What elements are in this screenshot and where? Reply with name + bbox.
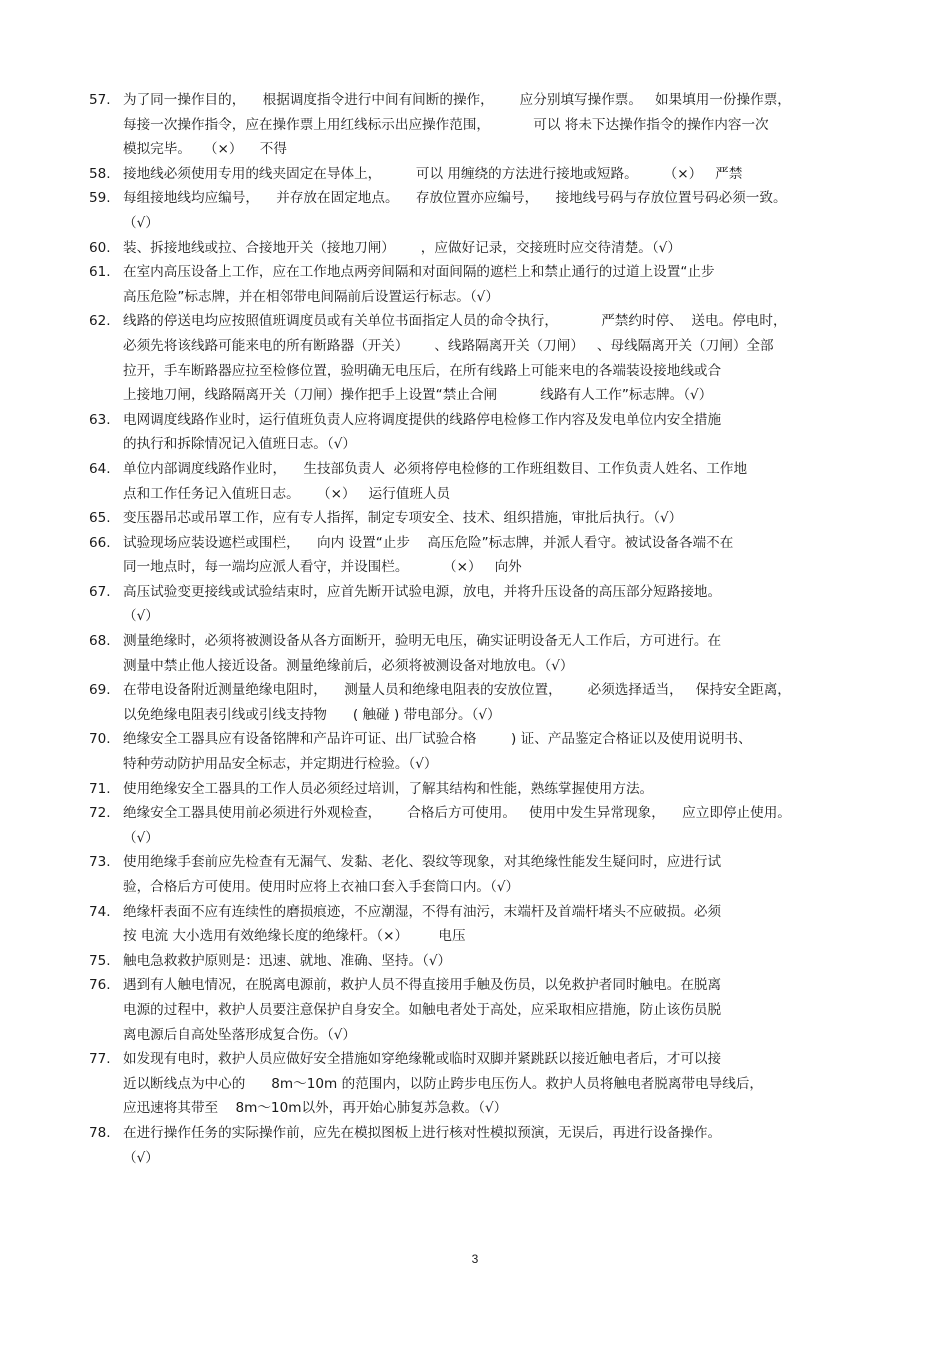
question-line: 以免绝缘电阻表引线或引线支持物 ( 触碰 ) 带电部分。（√） [123, 706, 501, 723]
question-item [89, 309, 879, 407]
question-number: 71. [89, 780, 111, 797]
question-text [123, 580, 879, 629]
question-number: 68. [89, 633, 111, 650]
question-line: 在进行操作任务的实际操作前，应先在模拟图板上进行核对性模拟预演，无误后，再进行设备操作。 [123, 1124, 722, 1141]
question-item [89, 777, 879, 802]
question-item [89, 236, 879, 261]
question-line: 应迅速将其带至 8m～10m以外，再开始心肺复苏急救。（√） [123, 1100, 508, 1117]
question-number: 72. [89, 805, 111, 822]
question-line: 为了同一操作目的， 根据调度指令进行中间有间断的操作， 应分别填写操作票。 如果填用一份操作票， [123, 92, 791, 108]
question-line: 单位内部调度线路作业时， 生技部负责人 必须将停电检修的工作班组数目、工作负责人姓名、工作地 [123, 460, 748, 477]
question-item [89, 580, 879, 629]
question-item [89, 162, 879, 187]
question-number: 62. [89, 313, 111, 330]
question-number: 57. [89, 92, 111, 108]
question-text [123, 531, 879, 580]
question-line: 测量中禁止他人接近设备。测量绝缘前后，必须将被测设备对地放电。（√） [123, 657, 574, 674]
page-number: 3 [471, 1252, 479, 1266]
question-item [89, 186, 879, 235]
question-item [89, 1121, 879, 1170]
question-item [89, 506, 879, 531]
question-number: 64. [89, 460, 111, 477]
question-number: 70. [89, 731, 111, 748]
question-text [123, 186, 879, 235]
question-line: 验，合格后方可使用。使用时应将上衣袖口套入手套筒口内。（√） [123, 879, 520, 895]
question-line: 同一地点时，每一端均应派人看守，并设围栏。 （×） 向外 [123, 559, 522, 576]
question-text [123, 777, 879, 802]
question-number: 67. [89, 583, 111, 600]
question-line: （√） [123, 1149, 159, 1166]
question-line: 装、拆接地线或拉、合接地开关（接地刀闸） ，应做好记录，交接班时应交待清楚。（√） [123, 239, 681, 256]
question-number: 58. [89, 165, 111, 182]
question-line: 离电源后自高处坠落形成复合伤。（√） [123, 1026, 356, 1043]
question-text [123, 801, 879, 850]
question-text [123, 973, 879, 1047]
question-item [89, 260, 879, 309]
question-item [89, 973, 879, 1047]
question-line: 按 电流 大小选用有效绝缘长度的绝缘杆。（×） 电压 [123, 928, 466, 945]
question-number: 61. [89, 264, 111, 281]
question-item [89, 408, 879, 457]
question-line: 绝缘安全工器具使用前必须进行外观检查， 合格后方可使用。 使用中发生异常现象， 应立即停止使用。 [123, 805, 791, 822]
question-text [123, 236, 879, 261]
question-item [89, 88, 879, 162]
question-line: 测量绝缘时，必须将被测设备从各方面断开，验明无电压，确实证明设备无人工作后，方可进行。在 [123, 633, 722, 650]
question-line: 上接地刀闸，线路隔离开关（刀闸）操作把手上设置“禁止合闸 线路有人工作”标志牌。（√） [123, 387, 713, 404]
question-line: 接地线必须使用专用的线夹固定在导体上， 可以 用缠绕的方法进行接地或短路。 （×） 严禁 [123, 165, 743, 182]
question-text [123, 457, 879, 506]
question-line: 必须先将该线路可能来电的所有断路器（开关） 、线路隔离开关（刀闸） 、母线隔离开关（刀闸）全部 [123, 337, 774, 354]
question-line: 在室内高压设备上工作，应在工作地点两旁间隔和对面间隔的遮栏上和禁止通行的过道上设置“止步 [123, 264, 715, 281]
question-text [123, 727, 879, 776]
question-item [89, 801, 879, 850]
question-text [123, 260, 879, 309]
question-item [89, 629, 879, 678]
question-line: 拉开，手车断路器应拉至检修位置，验明确无电压后，在所有线路上可能来电的各端装设接地线或合 [123, 362, 722, 379]
question-line: 变压器吊芯或吊罩工作，应有专人指挥，制定专项安全、技术、组织措施，审批后执行。（√） [123, 510, 683, 527]
question-number: 78. [89, 1124, 111, 1141]
question-text [123, 850, 879, 899]
question-text [123, 1047, 879, 1121]
question-line: 近以断线点为中心的 8m～10m 的范围内，以防止跨步电压伤人。救护人员将触电者脱离带电导线后， [123, 1075, 764, 1092]
question-number: 74. [89, 903, 111, 920]
question-line: 的执行和拆除情况记入值班日志。（√） [123, 436, 356, 453]
question-text [123, 1121, 879, 1170]
question-item [89, 900, 879, 949]
question-number: 63. [89, 411, 111, 428]
question-number: 66. [89, 534, 111, 551]
question-number: 60. [89, 239, 111, 256]
question-text [123, 949, 879, 974]
question-line: 每接一次操作指令，应在操作票上用红线标示出应操作范围， 可以 将未下达操作指令的操作内容一次 [123, 116, 769, 133]
question-text [123, 408, 879, 457]
question-item [89, 949, 879, 974]
question-item [89, 850, 879, 899]
question-number: 65. [89, 510, 111, 527]
question-number: 73. [89, 854, 111, 871]
question-line: 使用绝缘安全工器具的工作人员必须经过培训，了解其结构和性能，熟练掌握使用方法。 [123, 780, 654, 797]
question-line: 模拟完毕。 （×） 不得 [123, 141, 287, 158]
question-number: 76. [89, 977, 111, 994]
question-line: 线路的停送电均应按照值班调度员或有关单位书面指定人员的命令执行， 严禁约时停、 送电。停电时， [123, 313, 787, 330]
question-line: （√） [123, 214, 159, 231]
question-line: 每组接地线均应编号， 并存放在固定地点。 存放位置亦应编号， 接地线号码与存放位置号码必须一致。 [123, 190, 787, 207]
question-text [123, 629, 879, 678]
question-item [89, 678, 879, 727]
question-line: 高压试验变更接线或试验结束时，应首先断开试验电源，放电，并将升压设备的高压部分短路接地。 [123, 583, 722, 600]
question-line: 绝缘安全工器具应有设备铭牌和产品许可证、出厂试验合格 ) 证、产品鉴定合格证以及使用说明书、 [123, 731, 752, 748]
question-item [89, 531, 879, 580]
question-text [123, 309, 879, 407]
question-item [89, 727, 879, 776]
question-number: 77. [89, 1051, 111, 1068]
question-line: 如发现有电时，救护人员应做好安全措施如穿绝缘靴或临时双脚并紧跳跃以接近触电者后，才可以接 [123, 1051, 722, 1068]
question-text [123, 900, 879, 949]
question-list [89, 88, 879, 1170]
question-line: 遇到有人触电情况，在脱离电源前，救护人员不得直接用手触及伤员，以免救护者同时触电。在脱离 [123, 977, 722, 994]
question-item [89, 1047, 879, 1121]
question-line: 高压危险”标志牌，并在相邻带电间隔前后设置运行标志。（√） [123, 288, 499, 305]
question-item [89, 457, 879, 506]
question-line: 绝缘杆表面不应有连续性的磨损痕迹，不应潮湿，不得有油污，末端杆及首端杆堵头不应破损。必须 [123, 903, 722, 920]
question-number: 69. [89, 682, 111, 699]
question-line: 在带电设备附近测量绝缘电阻时， 测量人员和绝缘电阻表的安放位置， 必须选择适当， 保持安全距离， [123, 682, 791, 699]
question-line: 电源的过程中，救护人员要注意保护自身安全。如触电者处于高处，应采取相应措施，防止该伤员脱 [123, 1001, 722, 1018]
question-number: 59. [89, 190, 111, 207]
question-line: （√） [123, 829, 159, 846]
question-line: 试验现场应装设遮栏或围栏， 向内 设置“止步 高压危险”标志牌，并派人看守。被试设备各端不在 [123, 534, 734, 551]
question-text [123, 678, 879, 727]
question-line: 触电急救救护原则是：迅速、就地、准确、坚持。（√） [123, 952, 452, 969]
question-line: 电网调度线路作业时，运行值班负责人应将调度提供的线路停电检修工作内容及发电单位内安全措施 [123, 411, 722, 428]
question-line: 点和工作任务记入值班日志。 （×） 运行值班人员 [123, 485, 451, 502]
question-text [123, 88, 879, 162]
question-line: （√） [123, 608, 159, 625]
question-line: 特种劳动防护用品安全标志，并定期进行检验。（√） [123, 756, 438, 773]
question-text [123, 162, 879, 187]
question-number: 75. [89, 952, 111, 969]
question-text [123, 506, 879, 531]
question-line: 使用绝缘手套前应先检查有无漏气、发黏、老化、裂纹等现象，对其绝缘性能发生疑问时，应进行试 [123, 854, 722, 871]
